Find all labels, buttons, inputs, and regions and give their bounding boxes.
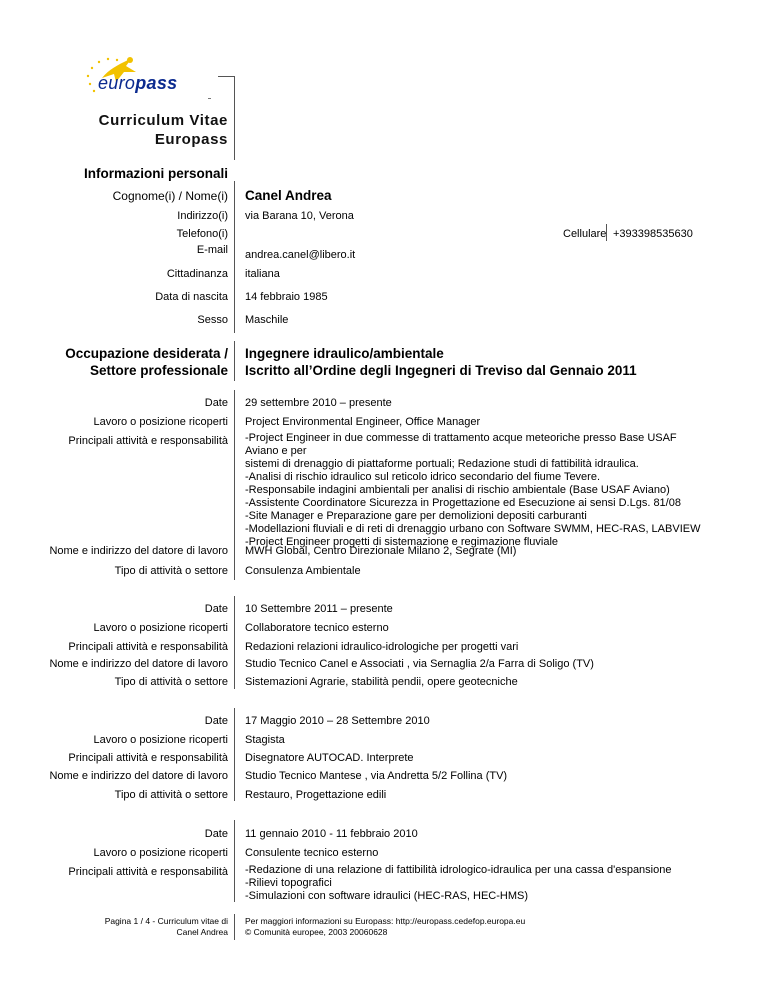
job-date-label: Date — [204, 397, 228, 409]
job-date-label: Date — [204, 603, 228, 615]
column-divider — [234, 596, 235, 689]
job-position: Collaboratore tecnico esterno — [245, 622, 389, 634]
job-date: 11 gennaio 2010 - 11 febbraio 2010 — [245, 828, 418, 840]
job-sector-label: Tipo di attività o settore — [114, 789, 228, 801]
job-activities: Disegnatore AUTOCAD. Interprete — [245, 752, 414, 764]
job-activities-label: Principali attività e responsabilità — [68, 866, 228, 878]
birth-value: 14 febbraio 1985 — [245, 291, 328, 303]
name-label: Cognome(i) / Nome(i) — [112, 189, 228, 203]
job-sector: Restauro, Progettazione edili — [245, 789, 387, 801]
birth-label: Data di nascita — [155, 291, 228, 303]
column-divider — [234, 341, 235, 381]
sex-label: Sesso — [197, 314, 228, 326]
sex-value: Maschile — [245, 314, 289, 326]
footer-divider — [234, 914, 235, 940]
mobile-label: Cellulare — [563, 228, 607, 240]
column-divider — [234, 181, 235, 333]
job-position: Consulente tecnico esterno — [245, 847, 379, 859]
header-vertical-rule — [234, 76, 235, 160]
job-sector-label: Tipo di attività o settore — [114, 565, 228, 577]
full-name: Canel Andrea — [245, 188, 332, 203]
column-divider — [234, 820, 235, 902]
job-employer: MWH Global, Centro Direzionale Milano 2, Segrate (MI) — [245, 545, 517, 557]
title-dash — [208, 98, 211, 99]
job-employer-label: Nome e indirizzo del datore di lavoro — [49, 770, 228, 782]
address-label: Indirizzo(i) — [177, 210, 228, 222]
job-position-label: Lavoro o posizione ricoperti — [93, 416, 228, 428]
job-position-label: Lavoro o posizione ricoperti — [93, 734, 228, 746]
job-date: 10 Settembre 2011 – presente — [245, 603, 393, 615]
job-employer: Studio Tecnico Mantese , via Andretta 5/2 Follina (TV) — [245, 770, 508, 782]
footer-europass-info: Per maggiori informazioni su Europass: http://europass.cedefop.europa.eu © Comunità europee, 2003 20060628 — [245, 916, 526, 937]
mobile-divider — [606, 224, 607, 241]
job-activities: -Project Engineer in due commesse di trattamento acque meteoriche presso Base USAF Aviano e per sistemi di drenaggio di piattaforme portuali; Redazione studi di fattibilità idraulica. -Analisi di rischio idraulico sul reticolo idrico secondario del fiume Tevere. -Responsabile indagini ambientali per analisi di rischio ambientale (Base USAF Aviano) -Assistente Coordinatore Sicurezza in Progettazione ed Esecuzione ai sensi D.Lgs. 81/08 -Site Manager e Preparazione gare per demolizioni depositi carburanti -Modellazioni fluviali e di reti di drenaggio urbano con Software SWMM, HEC-RAS, LABVIEW -Project Engineer progetti di sistemazione e regimazione fluviale — [245, 432, 701, 548]
job-activities: Redazioni relazioni idraulico-idrologiche per progetti vari — [245, 641, 519, 653]
job-date-label: Date — [204, 715, 228, 727]
column-divider — [234, 708, 235, 801]
job-activities-label: Principali attività e responsabilità — [68, 752, 228, 764]
job-position: Stagista — [245, 734, 285, 746]
job-sector: Sistemazioni Agrarie, stabilità pendii, opere geotecniche — [245, 676, 518, 688]
job-date-label: Date — [204, 828, 228, 840]
section-personal-info: Informazioni personali — [83, 166, 228, 181]
job-position-label: Lavoro o posizione ricoperti — [93, 622, 228, 634]
job-activities-label: Principali attività e responsabilità — [68, 641, 228, 653]
citizenship-value: italiana — [245, 268, 280, 280]
job-position-label: Lavoro o posizione ricoperti — [93, 847, 228, 859]
address-value: via Barana 10, Verona — [245, 210, 354, 222]
job-employer: Studio Tecnico Canel e Associati , via Sernaglia 2/a Farra di Soligo (TV) — [245, 658, 594, 670]
occupation-value: Ingegnere idraulico/ambientale Iscritto all’Ordine degli Ingegneri di Treviso dal Gennaio 2011 — [245, 346, 637, 378]
footer-page-info: Pagina 1 / 4 - Curriculum vitae di Canel Andrea — [104, 916, 228, 937]
job-employer-label: Nome e indirizzo del datore di lavoro — [49, 658, 228, 670]
occupation-label: Occupazione desiderata / Settore professionale — [65, 346, 228, 378]
job-employer-label: Nome e indirizzo del datore di lavoro — [49, 545, 228, 557]
job-activities-label: Principali attività e responsabilità — [68, 435, 228, 447]
job-position: Project Environmental Engineer, Office Manager — [245, 416, 481, 428]
job-activities: -Redazione di una relazione di fattibilità idrologico-idraulica per una cassa d'espansione -Rilievi topografici -Simulazioni con software idraulici (HEC-RAS, HEC-HMS) — [245, 864, 672, 902]
cv-title: Curriculum Vitae Europass — [98, 112, 228, 148]
email-label: E-mail — [196, 244, 228, 256]
job-date: 17 Maggio 2010 – 28 Settembre 2010 — [245, 715, 430, 727]
citizenship-label: Cittadinanza — [166, 268, 228, 280]
job-sector: Consulenza Ambientale — [245, 565, 361, 577]
job-date: 29 settembre 2010 – presente — [245, 397, 392, 409]
mobile-value: +393398535630 — [613, 228, 693, 240]
header-rule — [218, 76, 235, 77]
phone-label: Telefono(i) — [176, 228, 228, 240]
job-sector-label: Tipo di attività o settore — [114, 676, 228, 688]
europass-logo-text: europass — [98, 73, 178, 93]
email-value[interactable]: andrea.canel@libero.it — [245, 249, 356, 261]
column-divider — [234, 390, 235, 580]
